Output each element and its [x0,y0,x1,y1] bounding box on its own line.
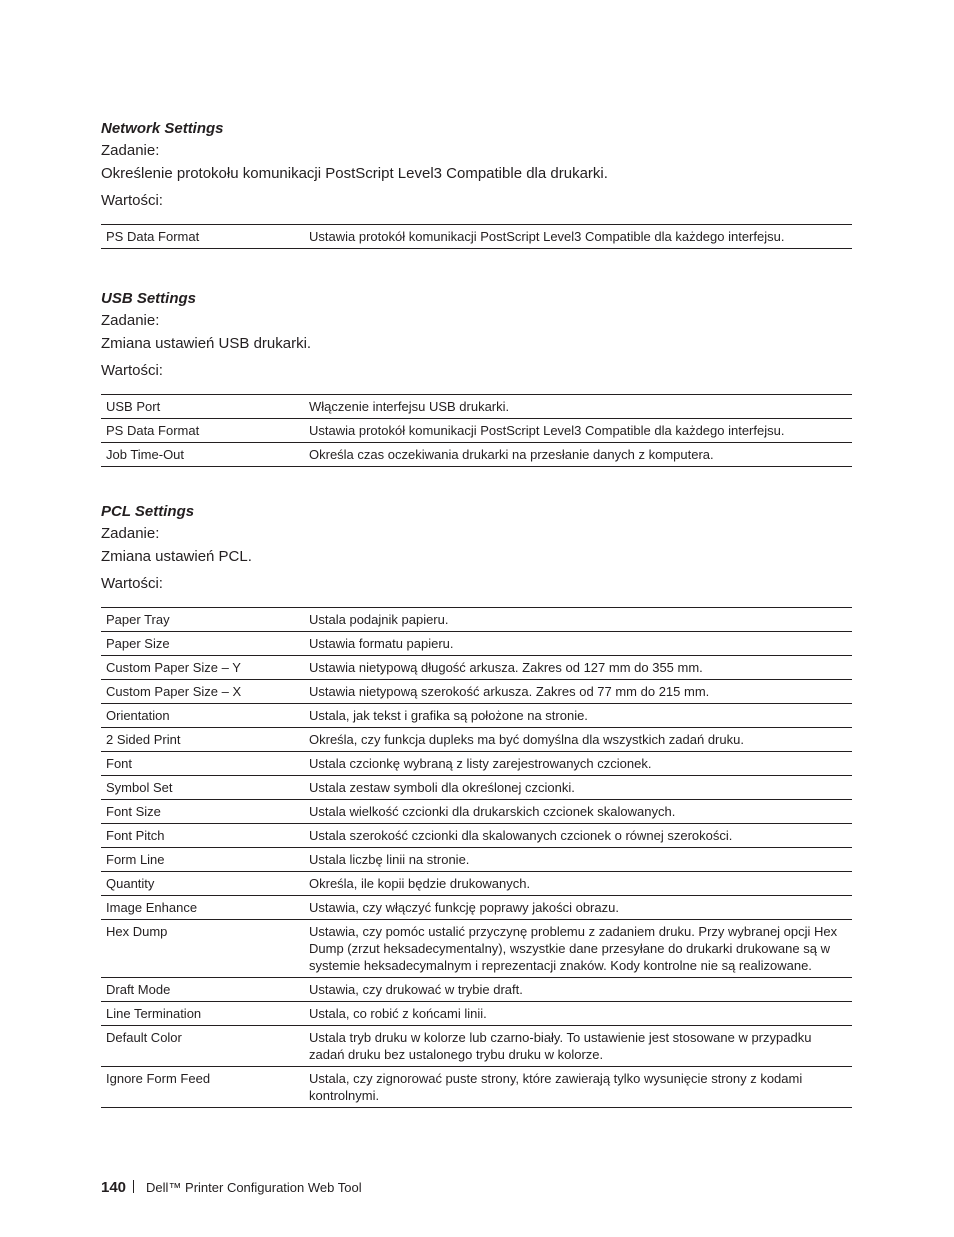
table-row [101,419,852,443]
values-table [101,607,852,1108]
setting-description: Ustala, co robić z końcami linii. [300,1002,852,1026]
setting-description: Ustala, jak tekst i grafika są położone na stronie. [300,704,852,728]
page-number: 140 [101,1179,127,1196]
setting-name: Custom Paper Size – Y [101,656,300,680]
task-label: Zadanie: [101,312,160,329]
setting-description: Ustala zestaw symboli dla określonej czcionki. [300,776,852,800]
task-label: Zadanie: [101,142,160,159]
setting-name: PS Data Format [101,419,300,443]
table-row [101,443,852,467]
setting-description: Ustawia nietypową długość arkusza. Zakres od 127 mm do 355 mm. [300,656,852,680]
setting-description: Ustawia, czy drukować w trybie draft. [300,978,852,1002]
table-row [101,1002,852,1026]
table-row [101,632,852,656]
setting-description: Ustala szerokość czcionki dla skalowanych czcionek o równej szerokości. [300,824,852,848]
setting-description: Ustawia, czy pomóc ustalić przyczynę problemu z zadaniem druku. Przy wybranej opcji Hex Dump (zrzut heksadecymentalny), wszystkie dane przesyłane do drukarki drukowane są w systemie heksadecymalnym i reprezentacji znaków. Kody kontrolne nie są realizowane. [300,920,852,978]
table-row [101,872,852,896]
table-row [101,656,852,680]
setting-name: Font Size [101,800,300,824]
setting-description: Ustawia protokół komunikacji PostScript Level3 Compatible dla każdego interfejsu. [300,419,852,443]
setting-name: Form Line [101,848,300,872]
setting-name: Hex Dump [101,920,300,978]
setting-name: Line Termination [101,1002,300,1026]
setting-description: Ustawia protokół komunikacji PostScript Level3 Compatible dla każdego interfejsu. [300,225,852,249]
setting-description: Określa, ile kopii będzie drukowanych. [300,872,852,896]
setting-name: Paper Tray [101,608,300,632]
setting-description: Ustala tryb druku w kolorze lub czarno-biały. To ustawienie jest stosowane w przypadku zadań druku bez ustalonego trybu druku w kolorze. [300,1026,852,1067]
setting-name: Orientation [101,704,300,728]
table-row [101,680,852,704]
section-title: PCL Settings [101,503,195,520]
setting-description: Ustawia nietypową szerokość arkusza. Zakres od 77 mm do 215 mm. [300,680,852,704]
table-row [101,920,852,978]
footer-divider [133,1180,134,1193]
setting-name: Draft Mode [101,978,300,1002]
setting-name: Image Enhance [101,896,300,920]
table-row [101,395,852,419]
task-text: Określenie protokołu komunikacji PostScript Level3 Compatible dla drukarki. [101,165,608,182]
table-row [101,776,852,800]
table-row [101,978,852,1002]
setting-description: Ustawia formatu papieru. [300,632,852,656]
setting-description: Ustala wielkość czcionki dla drukarskich czcionek skalowanych. [300,800,852,824]
setting-description: Ustala, czy zignorować puste strony, które zawierają tylko wysunięcie strony z kodami kontrolnymi. [300,1067,852,1108]
setting-description: Włączenie interfejsu USB drukarki. [300,395,852,419]
section-usb-settings [101,288,852,467]
table-row [101,225,852,249]
setting-name: Font [101,752,300,776]
setting-name: Job Time-Out [101,443,300,467]
setting-description: Ustala czcionkę wybraną z listy zarejestrowanych czcionek. [300,752,852,776]
table-row [101,848,852,872]
table-row [101,728,852,752]
setting-name: USB Port [101,395,300,419]
task-label: Zadanie: [101,525,160,542]
setting-description: Ustala liczbę linii na stronie. [300,848,852,872]
section-title: Network Settings [101,120,224,137]
table-row [101,800,852,824]
values-label: Wartości: [101,362,163,379]
setting-name: Symbol Set [101,776,300,800]
section-network-settings [101,118,852,249]
table-row [101,752,852,776]
page-footer [101,1178,362,1198]
setting-name: Quantity [101,872,300,896]
setting-name: 2 Sided Print [101,728,300,752]
footer-title: Dell™ Printer Configuration Web Tool [146,1180,362,1195]
table-row [101,1026,852,1067]
section-title: USB Settings [101,290,197,307]
values-label: Wartości: [101,192,163,209]
task-text: Zmiana ustawień PCL. [101,548,252,565]
setting-name: Paper Size [101,632,300,656]
setting-description: Określa, czy funkcja dupleks ma być domyślna dla wszystkich zadań druku. [300,728,852,752]
table-row [101,608,852,632]
setting-name: PS Data Format [101,225,300,249]
setting-description: Ustala podajnik papieru. [300,608,852,632]
values-table [101,224,852,249]
setting-name: Ignore Form Feed [101,1067,300,1108]
values-table [101,394,852,467]
setting-name: Default Color [101,1026,300,1067]
setting-description: Określa czas oczekiwania drukarki na przesłanie danych z komputera. [300,443,852,467]
table-row [101,1067,852,1108]
table-row [101,824,852,848]
setting-name: Font Pitch [101,824,300,848]
setting-description: Ustawia, czy włączyć funkcję poprawy jakości obrazu. [300,896,852,920]
section-pcl-settings [101,501,852,1108]
values-label: Wartości: [101,575,163,592]
task-text: Zmiana ustawień USB drukarki. [101,335,312,352]
setting-name: Custom Paper Size – X [101,680,300,704]
table-row [101,704,852,728]
table-row [101,896,852,920]
